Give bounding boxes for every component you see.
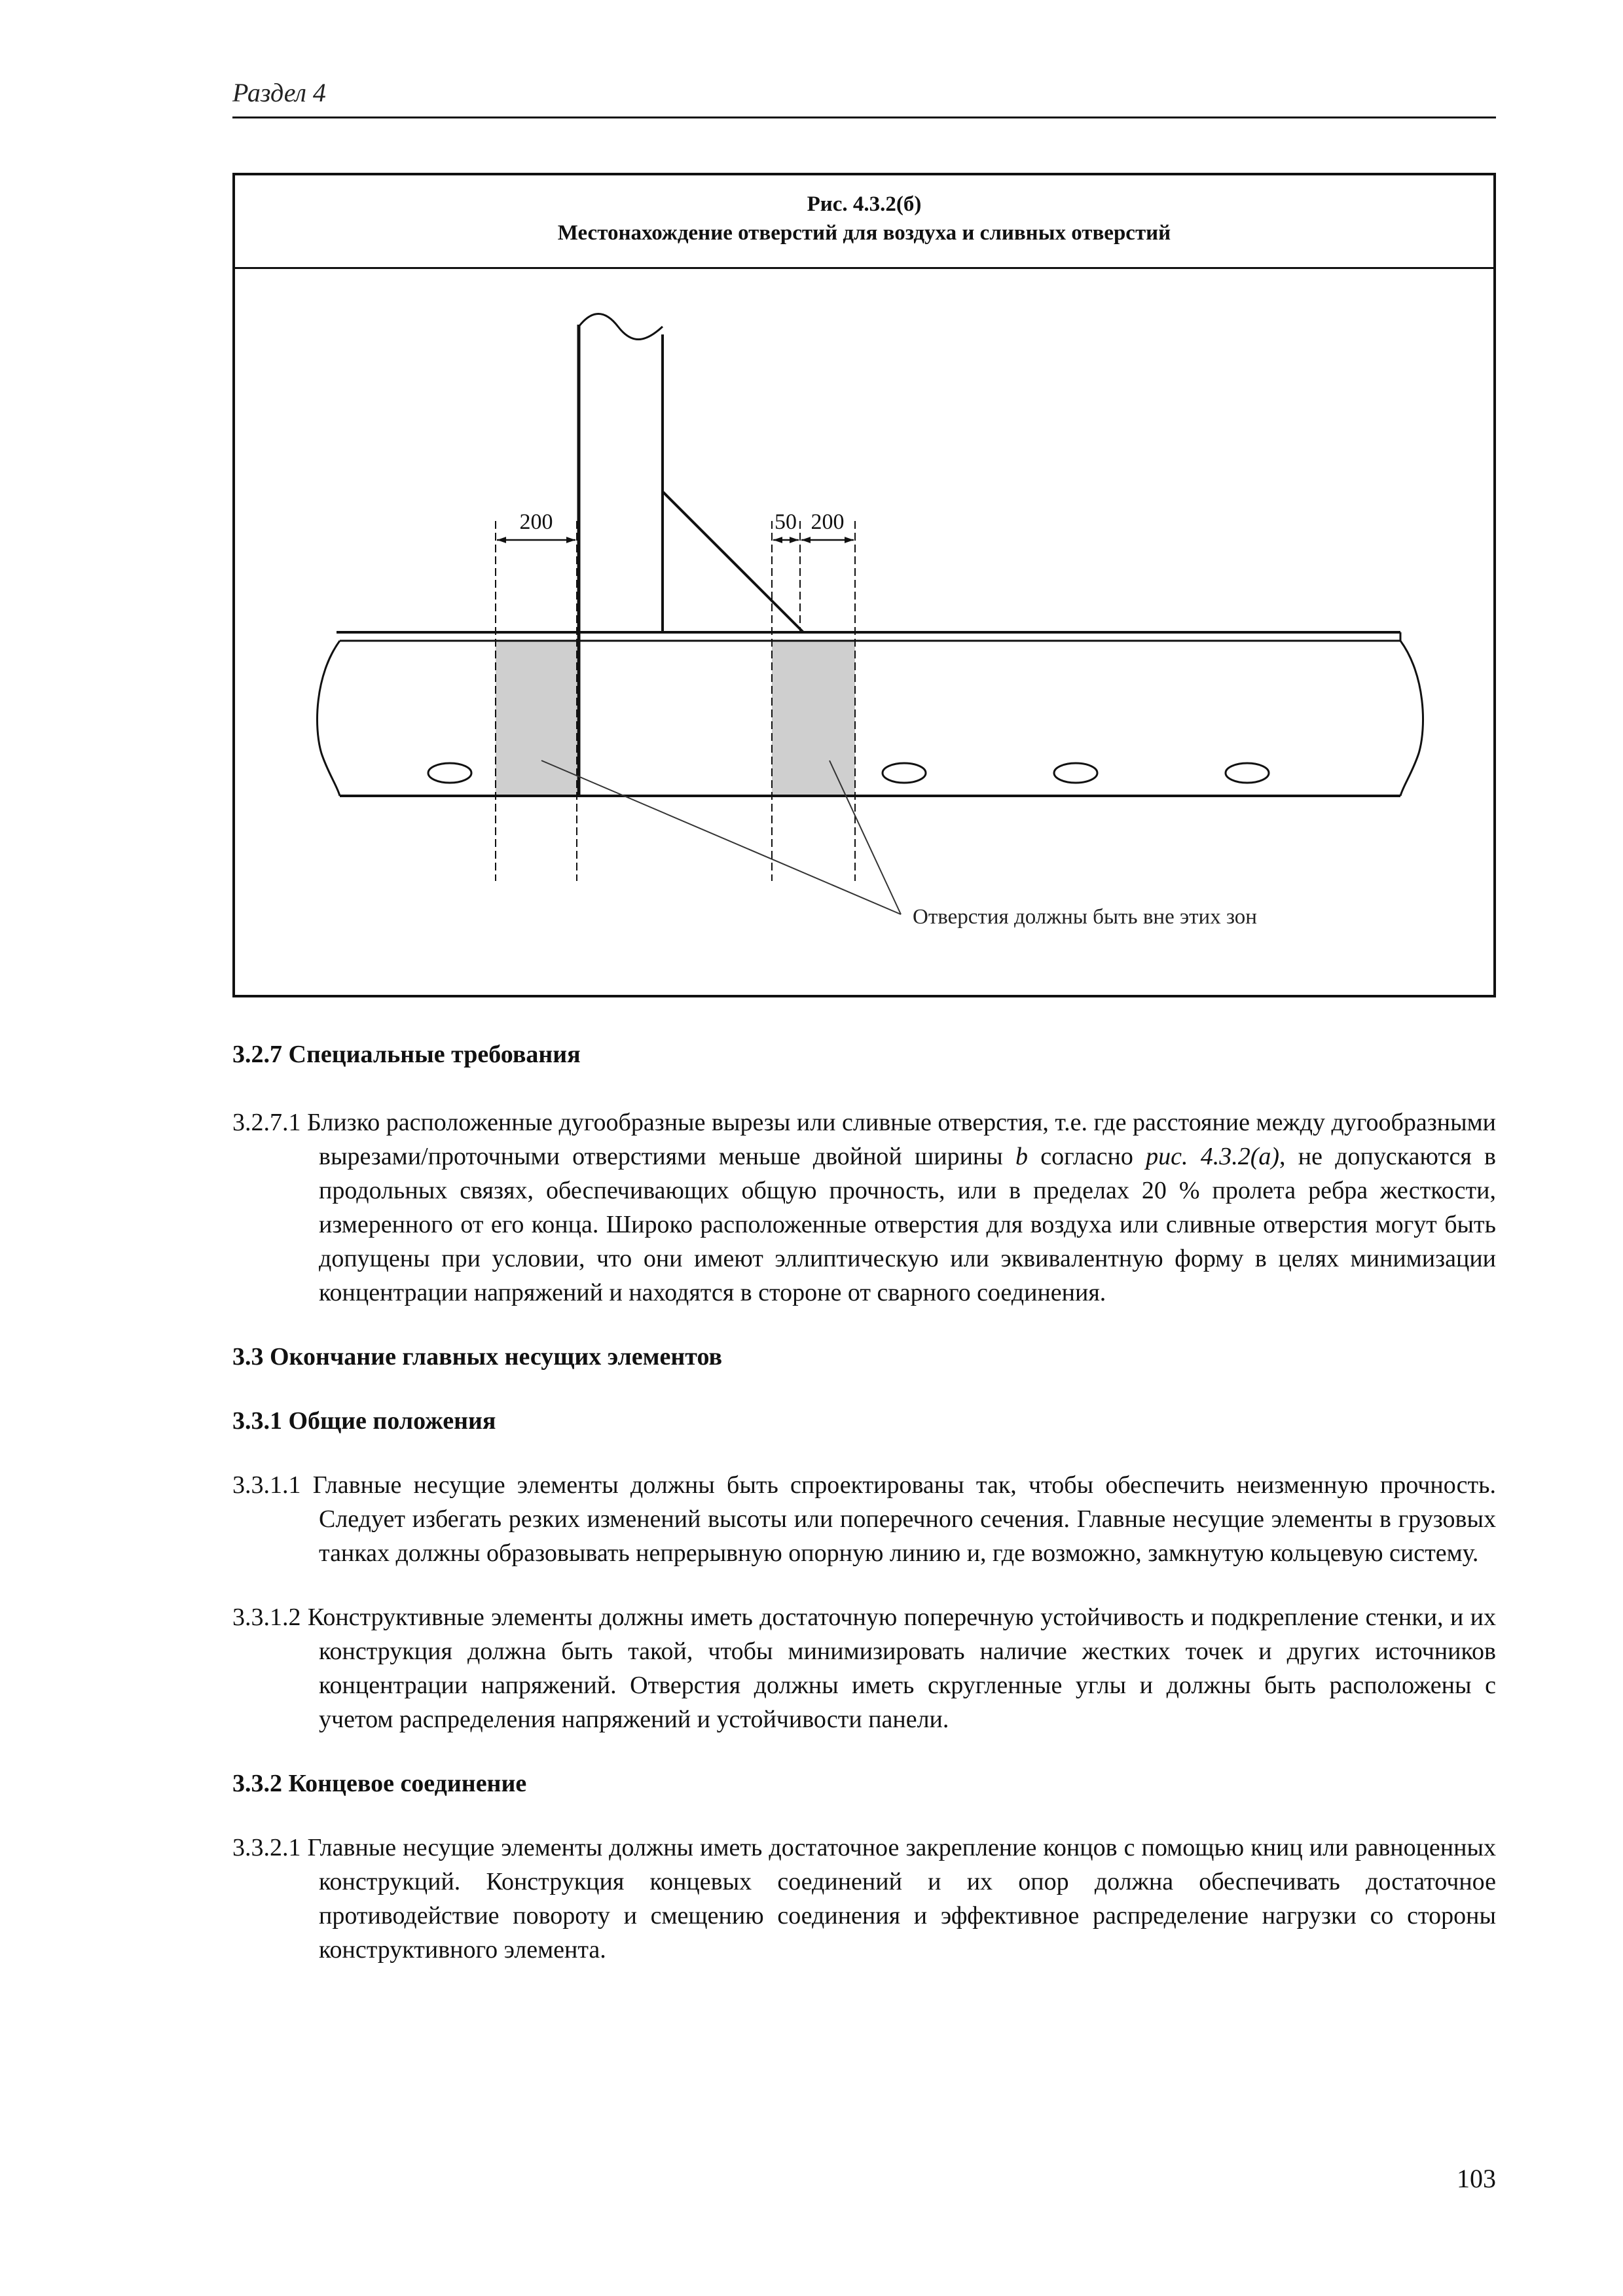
dim-label-mid: 50 — [775, 510, 797, 534]
spacer — [232, 1801, 1496, 1831]
spacer — [232, 1071, 1496, 1105]
section-heading-3-2-7: 3.2.7 Специальные требования — [232, 1041, 581, 1068]
spacer — [232, 1438, 1496, 1468]
section-label: Раздел 4 — [232, 78, 326, 107]
paragraph-3-2-7-1-mid: согласно — [1028, 1143, 1146, 1170]
drain-hole-3 — [1054, 763, 1097, 783]
figure-box — [232, 173, 1496, 997]
page-number: 103 — [1457, 2164, 1496, 2193]
plate-left-break — [317, 641, 340, 796]
web-break-line — [579, 314, 663, 340]
shaded-zone-left — [496, 641, 577, 796]
figure-title: Местонахождение отверстий для воздуха и сливных отверстий — [557, 221, 1171, 245]
header-rule — [232, 117, 1496, 118]
section-heading-3-3: 3.3 Окончание главных несущих элементов — [232, 1343, 723, 1371]
plate-right-break — [1400, 641, 1423, 796]
spacer — [232, 1374, 1496, 1404]
shaded-zone-right — [772, 641, 855, 796]
figure-drawing — [235, 269, 1493, 995]
spacer — [232, 1736, 1496, 1767]
paragraph-3-2-7-1-tail: , не допускаются в продольных связях, обеспечивающих общую прочность, или в пределах 20 % пролета ребра жесткости, измеренного от его конца. Широко расположенные отверстия для воздуха или сливные отверстия могут быть допущены при условии, что они имеют эллиптическую или эквивалентную форму в целях минимизации концентрации напряжений и находятся в стороне от сварного соединения. — [319, 1143, 1496, 1306]
variable-b: b — [1015, 1143, 1029, 1170]
dim-label-left: 200 — [519, 510, 553, 534]
drain-hole-1 — [428, 763, 471, 783]
dim-label-right: 200 — [811, 510, 845, 534]
paragraph-3-3-1-2: 3.3.1.2 Конструктивные элементы должны иметь достаточную поперечную устойчивость и подкрепление стенки, и их конструкция должна быть такой, чтобы минимизировать наличие жестких точек и других источников концентрации напряжений. Отверстия должны иметь скругленные углы и должны быть расположены с учетом распределения напряжений и устойчивости панели. — [232, 1604, 1496, 1733]
figure-reference: рис. 4.3.2(а) — [1146, 1143, 1280, 1170]
section-heading-3-3-2: 3.3.2 Концевое соединение — [232, 1770, 527, 1797]
paragraph-3-3-2-1: 3.3.2.1 Главные несущие элементы должны иметь достаточное закрепление концов с помощью книц или равноценных конструкций. Конструкция концевых соединений и их опор должна обеспечивать достаточное противодействие повороту и смещению соединения и эффективное распределение нагрузки со стороны конструктивного элемента. — [232, 1834, 1496, 1964]
callout-leader-right — [830, 761, 901, 914]
figure-number: Рис. 4.3.2(б) — [807, 192, 922, 216]
drain-hole-4 — [1226, 763, 1269, 783]
paragraph-3-2-7-1-lead: 3.2.7.1 Близко расположенные дугообразные вырезы или сливные отверстия, т.е. где расстояние между дугообразными вырезами/проточными отверстиями меньше двойной ширины — [232, 1109, 1496, 1170]
spacer — [232, 1570, 1496, 1600]
paragraph-3-3-1-1: 3.3.1.1 Главные несущие элементы должны быть спроектированы так, чтобы обеспечить неизменную прочность. Следует избегать резких изменений высоты или поперечного сечения. Главные несущие элементы в грузовых танках должны образовывать непрерывную опорную линию и, где возможно, замкнутую кольцевую систему. — [232, 1471, 1496, 1567]
section-heading-3-3-1: 3.3.1 Общие положения — [232, 1407, 496, 1435]
page-header — [232, 77, 1496, 109]
paragraph-3-2-7-1 — [232, 1105, 1496, 1310]
page-content — [232, 1037, 1496, 1967]
spacer — [232, 1310, 1496, 1340]
drain-hole-2 — [883, 763, 926, 783]
callout-label: Отверстия должны быть вне этих зон — [913, 905, 1257, 929]
figure-caption — [235, 175, 1493, 269]
